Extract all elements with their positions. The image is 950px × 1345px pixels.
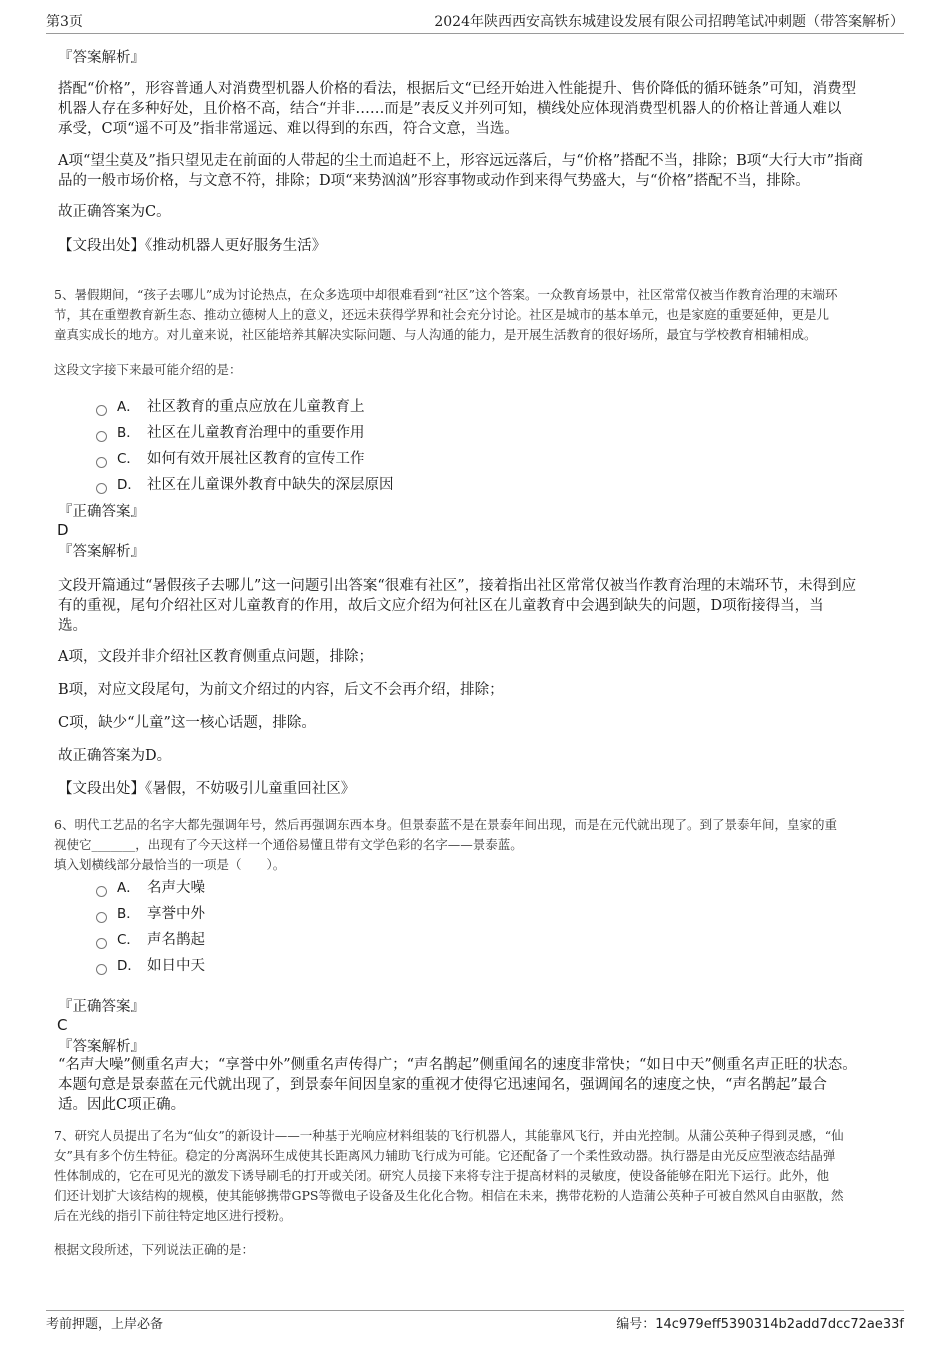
q6-analysis-label: 『答案解析』 (58, 1039, 145, 1055)
q6-option-b[interactable] (96, 904, 205, 924)
q5-option-b[interactable] (96, 423, 365, 443)
q4-analysis-p1-line: 承受，C项“遥不可及”指非常遥远、难以得到的东西，符合文意，当选。 (58, 121, 519, 137)
q6-prompt: 填入划横线部分最恰当的一项是（ ）。 (54, 857, 286, 872)
header-divider (46, 33, 904, 34)
q5-option-d[interactable] (96, 475, 394, 495)
q5-stem-line: 节，其在重塑教育新生态、推动立德树人上的意义，还远未获得学界和社会充分讨论。社区是城市的基本单元，也是家庭的重要延伸，更是儿 (54, 307, 830, 322)
q6-analysis-line: “名声大噪”侧重名声大；“享誉中外”侧重名声传得广；“声名鹊起”侧重闻名的速度非常快；“如日中天”侧重名声正旺的状态。 (58, 1057, 857, 1073)
option-letter: B． (117, 906, 140, 922)
radio-icon[interactable] (96, 886, 107, 897)
page-number: 第3页 (46, 14, 83, 30)
q5-stem-line: 童真实成长的地方。对儿童来说，社区能培养其解决实际问题、与人沟通的能力，是开展生活教育的很好场所，最宜与学校教育相辅相成。 (54, 327, 817, 342)
q5-option-a-note: A项，文段并非介绍社区教育侧重点问题，排除； (58, 649, 373, 665)
q7-stem-line: 们还计划扩大该结构的规模，使其能够携带GPS等微电子设备及生化化合物。相信在未来，携带花粉的人造蒲公英种子可被自然风自由驱散，然 (54, 1188, 844, 1203)
q5-option-c-note: C项，缺少“儿童”这一核心话题，排除。 (58, 715, 316, 731)
q5-option-a[interactable] (96, 397, 365, 417)
document-id-value: 14c979eff5390314b2add7dcc72ae33f (655, 1317, 904, 1332)
q5-analysis-line: 选。 (58, 618, 87, 634)
q6-answer-label: 『正确答案』 (58, 999, 145, 1015)
q5-answer-label: 『正确答案』 (58, 504, 145, 520)
q5-conclusion: 故正确答案为D。 (58, 748, 172, 764)
q7-stem (54, 1126, 904, 1226)
q7-stem-line: 性体制成的，它在可见光的激发下诱导刷毛的打开或关闭。研究人员接下来将专注于提高材料的灵敏度，使设备能够在阳光下运行。此外，他 (54, 1168, 830, 1183)
q6-stem (54, 815, 904, 855)
document-id (616, 1313, 904, 1332)
q4-source: 【文段出处】《推动机器人更好服务生活》 (58, 238, 327, 254)
q4-analysis-p2-line: 品的一般市场价格，与文意不符，排除；D项“来势汹汹”形容事物或动作到来得气势盛大，与“价格”搭配不当，排除。 (58, 173, 810, 189)
q5-option-b-note: B项，对应文段尾句，为前文介绍过的内容，后文不会再介绍，排除； (58, 682, 504, 698)
q5-stem-line: 5、暑假期间，“孩子去哪儿”成为讨论热点，在众多选项中却很难看到“社区”这个答案。一众教育场景中，社区常常仅被当作教育治理的末端环 (54, 287, 838, 302)
q5-option-c[interactable] (96, 449, 365, 469)
radio-icon[interactable] (96, 964, 107, 975)
q6-analysis-line: 本题句意是景泰蓝在元代就出现了，到景泰年间因皇家的重视才使得它迅速闻名，强调闻名的速度之快，“声名鹊起”最合 (58, 1077, 827, 1093)
radio-icon[interactable] (96, 483, 107, 494)
q5-source: 【文段出处】《暑假，不妨吸引儿童重回社区》 (58, 781, 356, 797)
q7-stem-line: 7、研究人员提出了名为“仙女”的新设计——一种基于光响应材料组装的飞行机器人，其能靠风飞行，并由光控制。从蒲公英种子得到灵感，“仙 (54, 1128, 844, 1143)
q4-analysis-p2 (58, 151, 900, 191)
q4-analysis-p1-line: 搭配“价格”，形容普通人对消费型机器人价格的看法，根据后文“已经开始进入性能提升、售价降低的循环链条”可知，消费型 (58, 81, 857, 97)
q6-option-c[interactable] (96, 930, 205, 950)
option-text: 如日中天 (147, 958, 205, 974)
q6-stem-line: 视使它_______，出现有了今天这样一个通俗易懂且带有文学色彩的名字——景泰蓝。 (54, 837, 523, 852)
q5-stem (54, 285, 904, 345)
q5-analysis-line: 有的重视，尾句介绍社区对儿童教育的作用，故后文应介绍为何社区在儿童教育中会遇到缺失的问题，D项衔接得当，当 (58, 598, 824, 614)
q6-option-d[interactable] (96, 956, 205, 976)
option-text: 社区在儿童教育治理中的重要作用 (147, 425, 365, 441)
radio-icon[interactable] (96, 938, 107, 949)
option-letter: C． (117, 451, 140, 467)
q7-prompt: 根据文段所述，下列说法正确的是： (54, 1242, 255, 1257)
q4-analysis-p1 (58, 79, 900, 139)
q4-analysis-label: 『答案解析』 (58, 50, 145, 66)
footer-slogan: 考前押题，上岸必备 (46, 1317, 164, 1332)
q5-analysis (58, 576, 900, 636)
option-letter: D． (117, 958, 141, 974)
q6-analysis (58, 1055, 900, 1115)
option-text: 社区在儿童课外教育中缺失的深层原因 (147, 477, 394, 493)
document-title: 2024年陕西西安高铁东城建设发展有限公司招聘笔试冲刺题（带答案解析） (434, 14, 904, 30)
radio-icon[interactable] (96, 405, 107, 416)
radio-icon[interactable] (96, 912, 107, 923)
option-letter: B． (117, 425, 140, 441)
q4-analysis-p1-line: 机器人存在多种好处，且价格不高，结合“并非……而是”表反义并列可知，横线处应体现消费型机器人的价格让普通人难以 (58, 101, 842, 117)
q6-answer: C (57, 1016, 68, 1034)
radio-icon[interactable] (96, 457, 107, 468)
radio-icon[interactable] (96, 431, 107, 442)
q7-stem-line: 后在光线的指引下前往特定地区进行授粉。 (54, 1208, 292, 1223)
option-text: 名声大噪 (147, 880, 205, 896)
q6-analysis-line: 适。因此C项正确。 (58, 1097, 186, 1113)
document-id-label: 编号： (616, 1317, 656, 1332)
q6-stem-line: 6、明代工艺品的名字大都先强调年号，然后再强调东西本身。但景泰蓝不是在景泰年间出现，而是在元代就出现了。到了景泰年间，皇家的重 (54, 817, 837, 832)
q5-answer: D (57, 521, 69, 539)
option-text: 如何有效开展社区教育的宣传工作 (147, 451, 365, 467)
q6-option-a[interactable] (96, 878, 205, 898)
option-text: 声名鹊起 (147, 932, 205, 948)
q4-analysis-p2-line: A项“望尘莫及”指只望见走在前面的人带起的尘土而追赶不上，形容远远落后，与“价格”搭配不当，排除；B项“大行大市”指商 (58, 153, 864, 169)
footer-divider (46, 1310, 904, 1311)
q5-prompt: 这段文字接下来最可能介绍的是： (54, 362, 242, 377)
option-text: 享誉中外 (147, 906, 205, 922)
q5-analysis-label: 『答案解析』 (58, 544, 145, 560)
option-letter: A． (117, 399, 140, 415)
q5-analysis-line: 文段开篇通过“暑假孩子去哪儿”这一问题引出答案“很难有社区”，接着指出社区常常仅被当作教育治理的末端环节，未得到应 (58, 578, 857, 594)
q4-conclusion: 故正确答案为C。 (58, 204, 171, 220)
option-text: 社区教育的重点应放在儿童教育上 (147, 399, 365, 415)
q7-stem-line: 女”具有多个仿生特征。稳定的分离涡环生成使其长距离风力辅助飞行成为可能。它还配备了一个柔性致动器。执行器是由光反应型液态结晶弹 (54, 1148, 836, 1163)
option-letter: A． (117, 880, 140, 896)
option-letter: D． (117, 477, 141, 493)
option-letter: C． (117, 932, 140, 948)
